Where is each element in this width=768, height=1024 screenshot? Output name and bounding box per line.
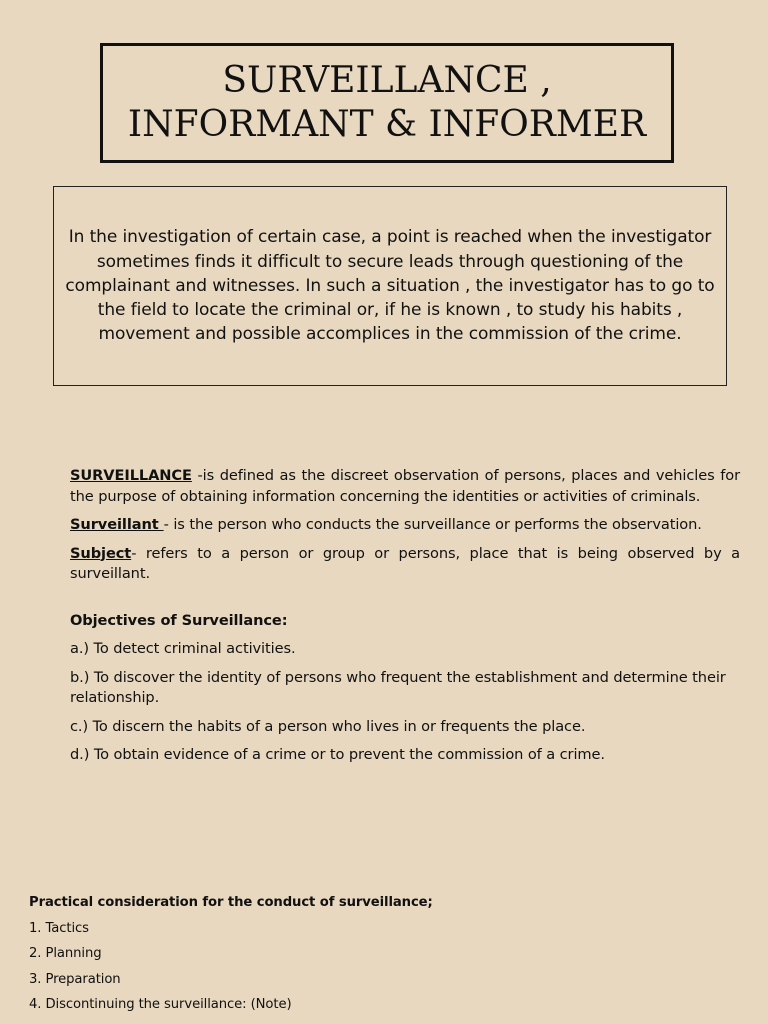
definition-term: SURVEILLANCE <box>70 467 192 484</box>
objectives-heading: Objectives of Surveillance: <box>70 611 288 629</box>
title-line-2: INFORMANT & INFORMER <box>127 104 647 145</box>
practical-item: 3. Preparation <box>29 971 121 987</box>
objective-item: c.) To discern the habits of a person who lives in or frequents the place. <box>70 717 586 735</box>
definition-subject <box>70 544 740 585</box>
definitions-section <box>70 466 740 774</box>
title-line-1: SURVEILLANCE , <box>222 60 552 101</box>
definition-term: Subject <box>70 544 132 562</box>
objective-item: d.) To obtain evidence of a crime or to prevent the commission of a crime. <box>70 746 605 763</box>
intro-paragraph: In the investigation of certain case, a point is reached when the investigator sometimes finds it difficult to secure leads through questioning of the complainant and witnesses. In such a situation , the investigator has to go to the field to locate the criminal or, if he is known , to study his habits , movement and possible accomplices in the commission of the crime. <box>65 227 715 345</box>
practical-item: 1. Tactics <box>29 920 89 936</box>
practical-heading: Practical consideration for the conduct of surveillance; <box>29 895 433 910</box>
objective-item: a.) To detect criminal activities. <box>70 640 296 657</box>
definition-term: Surveillant <box>70 516 164 533</box>
definition-surveillant <box>70 515 740 536</box>
document-title <box>100 43 674 163</box>
practical-considerations-section <box>29 890 749 1018</box>
practical-item: 4. Discontinuing the surveillance: (Note) <box>29 997 292 1012</box>
definition-surveillance <box>70 466 740 507</box>
definition-text: - is the person who conducts the surveillance or performs the observation. <box>163 516 702 533</box>
objective-item: b.) To discover the identity of persons who frequent the establishment and determine their relationship. <box>70 668 726 706</box>
definition-text: - refers to a person or group or persons, place that is being observed by a surveillant. <box>70 544 740 582</box>
practical-item: 2. Planning <box>29 946 102 961</box>
definition-text: -is defined as the discreet observation of persons, places and vehicles for the purpose of obtaining information concerning the identities or activities of criminals. <box>70 467 740 505</box>
intro-box <box>53 186 727 386</box>
